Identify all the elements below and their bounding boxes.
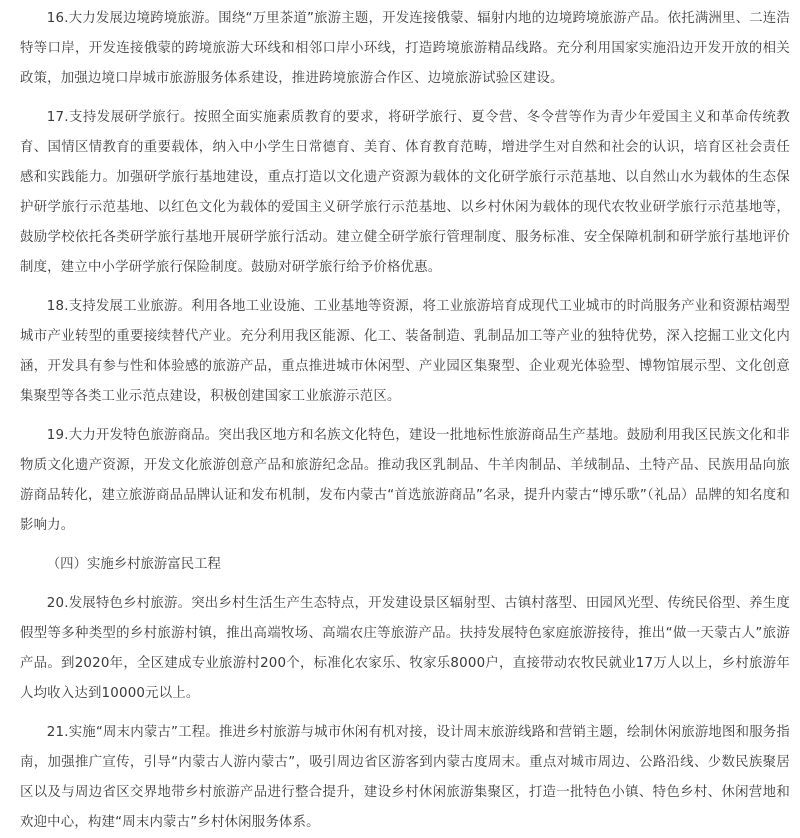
paragraph-17-study-travel: 17.支持发展研学旅行。按照全面实施素质教育的要求，将研学旅行、夏令营、冬令营等作为青少年爱国主义和革命传统教育、国情区情教育的重要载体，纳入中小学生日常德育、美育、体育教育范畴，增进学生对自然和社会的认识，培育区社会责任感和实践能力。加强研学旅行基地建设，重点打造以文化遗产资源为载体的文化研学旅行示范基地、以自然山水为载体的生态保护研学旅行示范基地、以红色文化为载体的爱国主义研学旅行示范基地、以乡村休闲为载体的现代农牧业研学旅行示范基地等，鼓励学校依托各类研学旅行基地开展研学旅行活动。建立健全研学旅行管理制度、服务标准、安全保障机制和研学旅行基地评价制度，建立中小学研学旅行保险制度。鼓励对研学旅行给予价格优惠。 xyxy=(20,110,790,275)
paragraph-19-tourism-goods: 19.大力开发特色旅游商品。突出我区地方和名族文化特色，建设一批地标性旅游商品生产基地。鼓励利用我区民族文化和非物质文化遗产资源，开发文化旅游创意产品和旅游纪念品。推动我区乳制品、牛羊肉制品、羊绒制品、土特产品、民族用品向旅游商品转化，建立旅游商品品牌认证和发布机制，发布内蒙古“首选旅游商品”名录，提升内蒙古“博乐歌”（礼品）品牌的知名度和影响力。 xyxy=(20,428,790,533)
section-heading: （四）实施乡村旅游富民工程 xyxy=(46,557,221,572)
paragraph-21-weekend-project: 21.实施“周末内蒙古”工程。推进乡村旅游与城市休闲有机对接，设计周末旅游线路和营销主题，绘制休闲旅游地图和服务指南，加强推广宣传，引导“内蒙古人游内蒙古”，吸引周边省区游客到内蒙古度周末。重点对城市周边、公路沿线、少数民族聚居区以及与周边省区交界地带乡村旅游产品进行整合提升，建设乡村休闲旅游集聚区，打造一批特色小镇、特色乡村、休闲营地和欢迎中心，构建“周末内蒙古”乡村休闲服务体系。 xyxy=(20,725,790,830)
paragraph-20-rural-tourism: 20.发展特色乡村旅游。突出乡村生活生产生态特点，开发建设景区辐射型、古镇村落型、田园风光型、传统民俗型、养生度假型等多种类型的乡村旅游村镇，推出高端牧场、高端农庄等旅游产品。扶持发展特色家庭旅游接待，推出“做一天蒙古人”旅游产品。到2020年，全区建成专业旅游村200个，标准化农家乐、牧家乐8000户，直接带动农牧民就业17万人以上，乡村旅游年人均收入达到10000元以上。 xyxy=(20,596,790,701)
paragraph-18-industrial-tourism: 18.支持发展工业旅游。利用各地工业设施、工业基地等资源，将工业旅游培育成现代工业城市的时尚服务产业和资源枯竭型城市产业转型的重要接续替代产业。充分利用我区能源、化工、装备制造、乳制品加工等产业的独特优势，深入挖掘工业文化内涵，开发具有参与性和体验感的旅游产品，重点推进城市休闲型、产业园区集聚型、企业观光体验型、博物馆展示型、文化创意集聚型等各类工业示范点建设，积极创建国家工业旅游示范区。 xyxy=(20,299,790,404)
paragraph-16-border-tourism: 16.大力发展边境跨境旅游。围绕“万里茶道”旅游主题，开发连接俄蒙、辐射内地的边境跨境旅游产品。依托满洲里、二连浩特等口岸，开发连接俄蒙的跨境旅游大环线和相邻口岸小环线，打造跨境旅游精品线路。充分利用国家实施沿边开发开放的相关政策，加强边境口岸城市旅游服务体系建设，推进跨境旅游合作区、边境旅游试验区建设。 xyxy=(20,11,790,86)
